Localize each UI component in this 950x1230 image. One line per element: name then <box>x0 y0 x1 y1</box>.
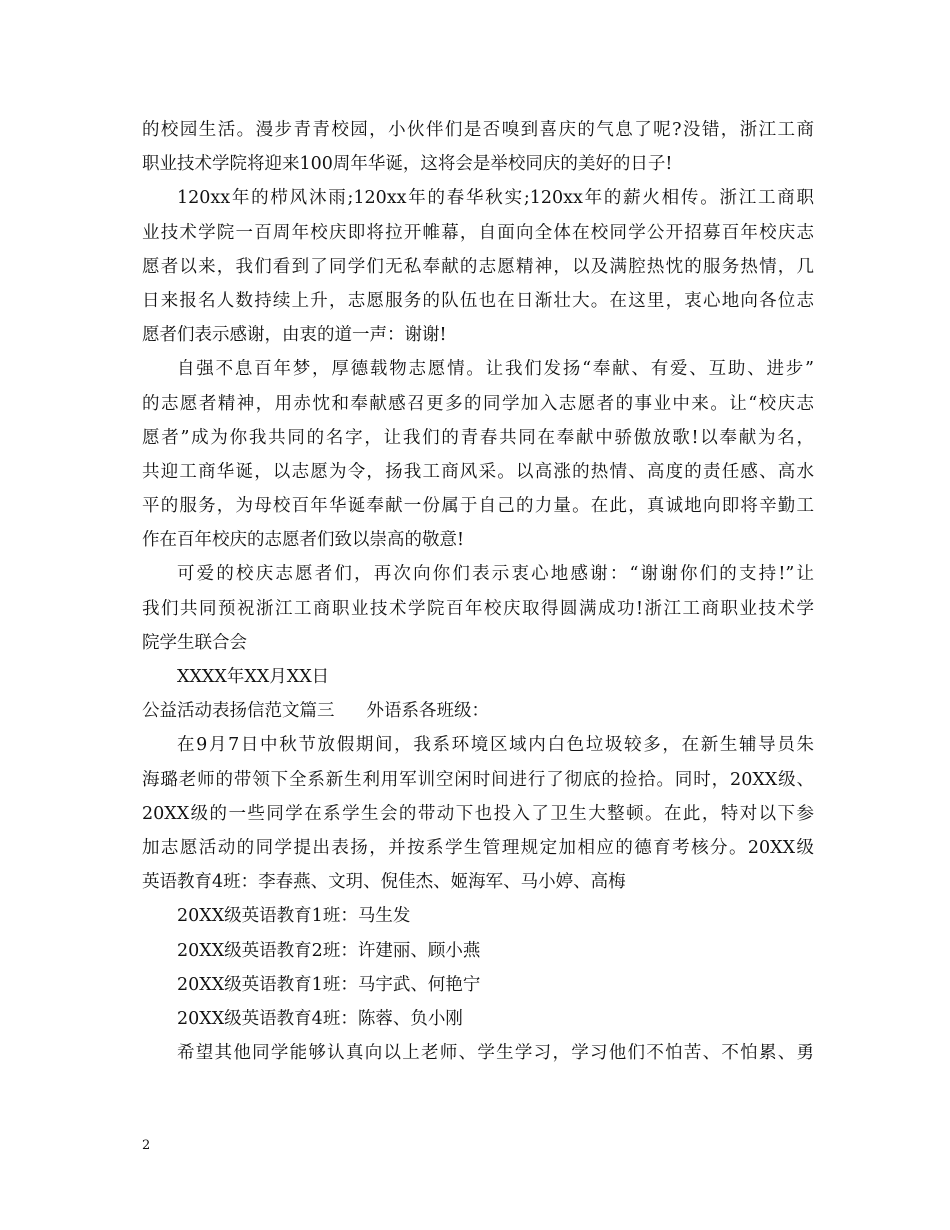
paragraph <box>142 181 814 352</box>
text-line: 我们共同预祝浙江工商职业技术学院百年校庆取得圆满成功!浙江工商职业技术学 <box>142 598 814 619</box>
paragraph <box>142 728 814 899</box>
text-line: 自强不息百年梦，厚德载物志愿情。让我们发扬“奉献、有爱、互助、进步” <box>177 359 814 380</box>
page-number: 2 <box>142 1138 151 1153</box>
text-line: 英语教育4班：李春燕、文玥、倪佳杰、姬海军、马小婷、高梅 <box>142 872 626 893</box>
list-item: 20XX级英语教育2班：许建丽、顾小燕 <box>177 940 481 961</box>
text-line: 可爱的校庆志愿者们，再次向你们表示衷心地感谢：“谢谢你们的支持!”让 <box>177 564 814 585</box>
text-line: 愿者”成为你我共同的名字，让我们的青春共同在奉献中骄傲放歌!以奉献为名， <box>142 427 814 448</box>
text-line: 业技术学院一百周年校庆即将拉开帷幕，自面向全体在校同学公开招募百年校庆志 <box>142 222 814 243</box>
closing-line: 希望其他同学能够认真向以上老师、学生学习，学习他们不怕苦、不怕累、勇 <box>177 1043 814 1064</box>
text-line: 作在百年校庆的志愿者们致以崇高的敬意! <box>142 530 465 551</box>
section-title: 公益活动表扬信范文篇三 <box>142 701 335 722</box>
class-list <box>142 899 814 1036</box>
text-line: 加志愿活动的同学提出表扬，并按系学生管理规定加相应的德育考核分。20XX级 <box>142 837 814 858</box>
text-line: 的志愿者精神，用赤忱和奉献感召更多的同学加入志愿者的事业中来。让“校庆志 <box>142 393 814 414</box>
text-line: 120xx年的栉风沐雨;120xx年的春华秋实;120xx年的薪火相传。浙江工商职 <box>177 188 814 209</box>
paragraph <box>142 352 814 557</box>
list-item: 20XX级英语教育1班：马生发 <box>177 906 411 927</box>
date-line: XXXX年XX月XX日 <box>177 667 330 687</box>
section-heading <box>142 694 814 728</box>
text-line: 愿者以来，我们看到了同学们无私奉献的志愿精神，以及满腔热忱的服务热情，几 <box>142 256 814 277</box>
paragraph <box>142 113 814 181</box>
text-line: 的校园生活。漫步青青校园，小伙伴们是否嗅到喜庆的气息了呢?没错，浙江工商 <box>142 120 814 140</box>
text-line: 愿者们表示感谢，由衷的道一声：谢谢! <box>142 325 447 346</box>
document-body <box>142 113 814 1070</box>
text-line: 职业技术学院将迎来100周年华诞，这将会是举校同庆的美好的日子! <box>142 154 673 175</box>
list-item: 20XX级英语教育4班：陈蓉、负小刚 <box>177 1008 463 1029</box>
text-line: 共迎工商华诞，以志愿为令，扬我工商风采。以高涨的热情、高度的责任感、高水 <box>142 461 814 482</box>
list-item: 20XX级英语教育1班：马宇武、何艳宁 <box>177 974 481 995</box>
addressee: 外语系各班级： <box>366 701 489 722</box>
paragraph <box>142 557 814 660</box>
text-line: 海璐老师的带领下全系新生利用军训空闲时间进行了彻底的捡拾。同时，20XX级、 <box>142 769 814 790</box>
text-line: 20XX级的一些同学在系学生会的带动下也投入了卫生大整顿。在此，特对以下参 <box>142 803 814 824</box>
text-line: 平的服务，为母校百年华诞奉献一份属于自己的力量。在此，真诚地向即将辛勤工 <box>142 496 814 517</box>
text-line: 在9月7日中秋节放假期间，我系环境区域内白色垃圾较多，在新生辅导员朱 <box>177 735 814 756</box>
text-line: 院学生联合会 <box>142 632 247 653</box>
text-line: 日来报名人数持续上升，志愿服务的队伍也在日渐壮大。在这里，衷心地向各位志 <box>142 290 814 311</box>
